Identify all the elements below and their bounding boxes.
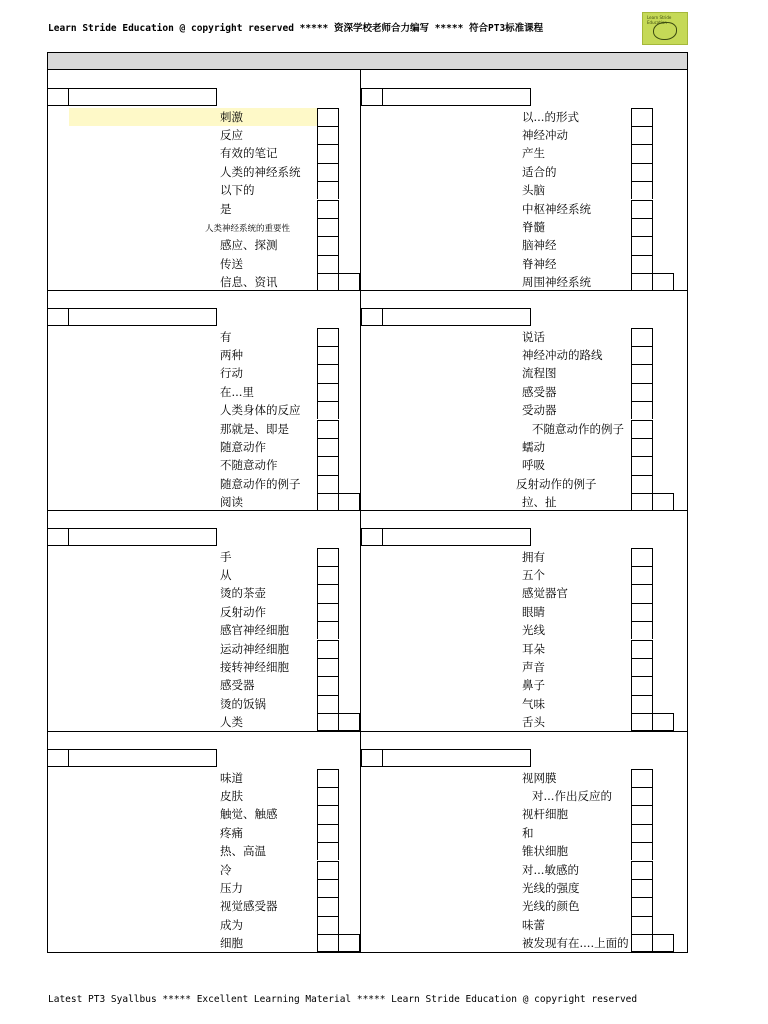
vocab-row [47,163,360,181]
panel-number-box[interactable] [361,528,383,546]
vocab-row [361,842,674,860]
vocab-row [47,181,360,199]
answer-box[interactable] [631,420,653,438]
vocab-row [47,218,360,236]
vocab-term: 神经冲动 [522,127,568,142]
answer-box[interactable] [317,383,339,401]
vocab-panel-right-1 [361,70,674,288]
answer-box[interactable] [631,475,653,493]
answer-box[interactable] [631,438,653,456]
answer-box[interactable] [317,548,339,566]
page-footer: Latest PT3 Syallbus ***** Excellent Learning Material ***** Learn Stride Education @ copyright reserved [48,994,638,1005]
extra-answer-box[interactable] [339,493,360,511]
vocab-row [361,475,674,493]
answer-box[interactable] [317,328,339,346]
vocab-term: 那就是、即是 [220,421,289,436]
vocab-row [47,548,360,566]
vocab-row [47,934,360,952]
answer-box[interactable] [631,676,653,694]
answer-box[interactable] [631,493,653,511]
vocab-term: 疼痛 [220,825,243,840]
vocab-row [47,126,360,144]
answer-box[interactable] [631,584,653,602]
vocab-term: 舌头 [522,715,545,730]
answer-box[interactable] [317,346,339,364]
vocab-row [47,713,360,731]
vocab-term: 不随意动作的例子 [532,421,624,436]
vocab-term: 拉、扯 [522,495,557,510]
vocab-row [361,328,674,346]
extra-answer-box[interactable] [339,934,360,952]
vocab-term: 感应、探测 [220,238,278,253]
vocab-term: 受动器 [522,403,557,418]
vocab-term: 反射动作 [220,604,266,619]
vocab-row [47,475,360,493]
logo-mark-icon [653,22,677,40]
brand-logo [642,12,688,45]
answer-box[interactable] [317,438,339,456]
vocab-term: 鼻子 [522,678,545,693]
vocab-row [361,879,674,897]
vocab-term: 在...里 [220,384,254,399]
vocab-row [47,144,360,162]
vocab-term: 中枢神经系统 [522,201,591,216]
vocab-term: 和 [522,825,534,840]
vocab-term: 锥状细胞 [522,844,568,859]
panel-number-box[interactable] [361,308,383,326]
answer-box[interactable] [317,200,339,218]
answer-box[interactable] [631,842,653,860]
answer-box[interactable] [631,805,653,823]
answer-box[interactable] [317,769,339,787]
answer-box[interactable] [317,787,339,805]
vocab-term: 视觉感受器 [220,899,278,914]
answer-box[interactable] [631,640,653,658]
panel-title-box[interactable] [383,528,531,546]
vocab-term: 随意动作的例子 [220,476,301,491]
answer-box[interactable] [317,805,339,823]
vocab-row [47,456,360,474]
vocab-row [361,676,674,694]
vocab-term: 从 [220,567,232,582]
panel-title-box[interactable] [69,528,217,546]
vocab-term: 味蕾 [522,917,545,932]
vocab-term: 拥有 [522,549,545,564]
extra-answer-box[interactable] [653,934,674,952]
extra-answer-box[interactable] [339,713,360,731]
answer-box[interactable] [631,787,653,805]
vocab-term: 声音 [522,659,545,674]
answer-box[interactable] [317,934,339,952]
vocab-row [361,548,674,566]
vocab-row [47,861,360,879]
answer-box[interactable] [631,364,653,382]
answer-box[interactable] [317,255,339,273]
vocab-row [361,640,674,658]
answer-box[interactable] [317,401,339,419]
answer-box[interactable] [631,346,653,364]
vocab-term: 神经冲动的路线 [522,347,603,362]
vocab-row [361,934,674,952]
answer-box[interactable] [317,824,339,842]
vocab-term: 视杆细胞 [522,807,568,822]
panel-number-box[interactable] [47,749,69,767]
answer-box[interactable] [631,695,653,713]
extra-answer-box[interactable] [653,713,674,731]
vocab-term: 被发现有在....上面的 [522,936,629,951]
vocab-panel-left-2 [47,290,360,508]
vocab-term: 光线的颜色 [522,899,580,914]
vocab-row [47,769,360,787]
answer-box[interactable] [631,273,653,291]
answer-box[interactable] [631,548,653,566]
vocab-term: 产生 [522,146,545,161]
vocab-row [47,108,360,126]
answer-box[interactable] [317,108,339,126]
worksheet-title-bar [47,52,688,70]
vocab-term: 说话 [522,329,545,344]
vocab-term: 适合的 [522,164,557,179]
vocab-row [361,200,674,218]
vocab-row [47,493,360,511]
vocab-term: 流程图 [522,366,557,381]
vocab-row [361,181,674,199]
answer-box[interactable] [317,640,339,658]
vocab-term: 随意动作 [220,439,266,454]
vocab-term: 感觉器官 [522,586,568,601]
vocab-row [47,603,360,621]
answer-box[interactable] [631,879,653,897]
vocab-term: 感受器 [522,384,557,399]
answer-box[interactable] [317,144,339,162]
answer-box[interactable] [631,658,653,676]
vocab-term: 接转神经细胞 [220,659,289,674]
answer-box[interactable] [631,163,653,181]
vocab-row [361,658,674,676]
vocab-row [361,420,674,438]
vocab-term: 呼吸 [522,458,545,473]
panel-title-box[interactable] [69,749,217,767]
vocab-row [47,787,360,805]
answer-box[interactable] [631,621,653,639]
vocab-row [361,824,674,842]
answer-box[interactable] [631,603,653,621]
answer-box[interactable] [631,328,653,346]
answer-box[interactable] [317,603,339,621]
answer-box[interactable] [631,897,653,915]
vocab-row [47,420,360,438]
panel-title-box[interactable] [69,88,217,106]
answer-box[interactable] [317,566,339,584]
answer-box[interactable] [317,584,339,602]
answer-box[interactable] [631,200,653,218]
panel-number-box[interactable] [47,528,69,546]
vocab-row [361,603,674,621]
answer-box[interactable] [317,861,339,879]
answer-box[interactable] [631,824,653,842]
vocab-row [361,273,674,291]
vocab-term: 以下的 [220,183,255,198]
vocab-row [361,218,674,236]
answer-box[interactable] [317,621,339,639]
vocab-row [47,328,360,346]
vocab-row [47,346,360,364]
vocab-term: 人类身体的反应 [220,403,301,418]
answer-box[interactable] [317,713,339,731]
vocab-term: 两种 [220,347,243,362]
vocab-row [361,438,674,456]
vocab-row [361,897,674,915]
vocab-term: 蠕动 [522,439,545,454]
vocab-row [47,438,360,456]
answer-box[interactable] [317,364,339,382]
vocab-row [47,584,360,602]
vocab-term: 脑神经 [522,238,557,253]
answer-box[interactable] [631,383,653,401]
vocab-row [47,640,360,658]
vocab-term: 热、高温 [220,844,266,859]
vocab-term: 阅读 [220,495,243,510]
vocab-term: 传送 [220,256,243,271]
row-highlight [69,108,317,126]
vocab-row [361,401,674,419]
vocab-row [361,916,674,934]
vocab-term: 视网膜 [522,770,557,785]
vocab-row [361,805,674,823]
answer-box[interactable] [317,658,339,676]
vocab-term: 感官神经细胞 [220,623,289,638]
answer-box[interactable] [631,916,653,934]
answer-box[interactable] [317,897,339,915]
answer-box[interactable] [631,861,653,879]
vocab-term: 有 [220,329,232,344]
answer-box[interactable] [317,493,339,511]
vocab-term: 光线的强度 [522,880,580,895]
vocab-term: 感受器 [220,678,255,693]
answer-box[interactable] [317,456,339,474]
vocab-term: 眼睛 [522,604,545,619]
vocab-term: 反射动作的例子 [516,476,597,491]
extra-answer-box[interactable] [339,273,360,291]
vocab-term: 刺激 [220,109,243,124]
vocab-term: 手 [220,549,232,564]
vocab-panel-left-1 [47,70,360,288]
vocab-term: 行动 [220,366,243,381]
vocab-term: 人类 [220,715,243,730]
answer-box[interactable] [631,126,653,144]
vocab-row [361,236,674,254]
answer-box[interactable] [631,236,653,254]
answer-box[interactable] [631,456,653,474]
vocab-row [47,695,360,713]
vocab-row [47,383,360,401]
vocab-row [361,108,674,126]
panel-number-box[interactable] [47,88,69,106]
panel-title-box[interactable] [69,308,217,326]
vocab-row [47,676,360,694]
panel-title-box[interactable] [383,749,531,767]
vocab-term: 细胞 [220,936,243,951]
answer-box[interactable] [631,713,653,731]
vocab-term: 周围神经系统 [522,275,591,290]
vocab-row [361,163,674,181]
vocab-row [361,695,674,713]
answer-box[interactable] [631,769,653,787]
answer-box[interactable] [317,420,339,438]
answer-box[interactable] [317,695,339,713]
vocab-row [361,713,674,731]
vocab-term: 压力 [220,880,243,895]
vocab-term: 脊髓 [522,219,545,234]
vocab-term: 不随意动作 [220,458,278,473]
vocab-row [361,493,674,511]
vocab-row [47,364,360,382]
vocab-term: 烫的饭锅 [220,696,266,711]
answer-box[interactable] [317,236,339,254]
vocab-term: 皮肤 [220,788,243,803]
answer-box[interactable] [317,181,339,199]
vocab-row [47,401,360,419]
vocab-row [47,566,360,584]
vocab-term: 气味 [522,696,545,711]
vocab-panel-left-4 [47,731,360,949]
vocab-term: 运动神经细胞 [220,641,289,656]
extra-answer-box[interactable] [653,493,674,511]
answer-box[interactable] [317,475,339,493]
vocab-term: 以...的形式 [522,109,579,124]
vocab-term: 脊神经 [522,256,557,271]
vocab-row [47,824,360,842]
vocab-term: 烫的茶壶 [220,586,266,601]
vocab-row [47,200,360,218]
answer-box[interactable] [631,144,653,162]
vocab-row [47,255,360,273]
vocab-row [361,383,674,401]
answer-box[interactable] [317,916,339,934]
vocab-row [47,879,360,897]
vocab-row [361,566,674,584]
panel-number-box[interactable] [47,308,69,326]
answer-box[interactable] [631,934,653,952]
vocab-row [361,364,674,382]
vocab-term: 是 [220,201,232,216]
vocab-row [47,273,360,291]
answer-box[interactable] [631,255,653,273]
vocab-term: 人类的神经系统 [220,164,301,179]
vocab-row [361,769,674,787]
vocab-row [361,346,674,364]
vocab-row [47,897,360,915]
vocab-term: 耳朵 [522,641,545,656]
vocab-row [361,255,674,273]
vocab-term: 光线 [522,623,545,638]
vocab-term: 成为 [220,917,243,932]
answer-box[interactable] [317,218,339,236]
vocab-term: 味道 [220,770,243,785]
vocab-term: 反应 [220,127,243,142]
answer-box[interactable] [631,181,653,199]
vocab-panel-right-2 [361,290,674,508]
vocab-term: 触觉、触感 [220,807,278,822]
vocab-term: 有效的笔记 [220,146,278,161]
vocab-row [361,861,674,879]
vocab-term: 头脑 [522,183,545,198]
vocab-row [361,144,674,162]
page-header: Learn Stride Education @ copyright reserved ***** 资深学校老师合力编写 ***** 符合PT3标准课程 [48,23,544,34]
vocab-term: 信息、资讯 [220,275,278,290]
answer-box[interactable] [631,566,653,584]
extra-answer-box[interactable] [653,273,674,291]
vocab-term: 对...敏感的 [522,862,579,877]
vocab-row [47,842,360,860]
vocab-row [361,621,674,639]
answer-box[interactable] [631,218,653,236]
panel-number-box[interactable] [361,749,383,767]
vocab-row [361,787,674,805]
vocab-row [47,916,360,934]
answer-box[interactable] [317,879,339,897]
panel-title-box[interactable] [383,308,531,326]
vocab-panel-right-4 [361,731,674,949]
answer-box[interactable] [317,126,339,144]
vocab-term: 对...作出反应的 [532,788,612,803]
vocab-row [361,584,674,602]
vocab-row [361,126,674,144]
vocab-row [47,805,360,823]
vocab-row [47,621,360,639]
answer-box[interactable] [317,842,339,860]
vocab-panel-left-3 [47,510,360,728]
vocab-term: 冷 [220,862,232,877]
vocab-panel-right-3 [361,510,674,728]
answer-box[interactable] [317,273,339,291]
vocab-row [361,456,674,474]
answer-box[interactable] [631,108,653,126]
answer-box[interactable] [317,676,339,694]
answer-box[interactable] [317,163,339,181]
vocab-term: 人类神经系统的重要性 [205,223,291,234]
vocab-term: 五个 [522,567,545,582]
vocab-row [47,658,360,676]
logo-text: Learn Stride Education [647,15,672,25]
panel-title-box[interactable] [383,88,531,106]
vocab-row [47,236,360,254]
answer-box[interactable] [631,401,653,419]
panel-number-box[interactable] [361,88,383,106]
